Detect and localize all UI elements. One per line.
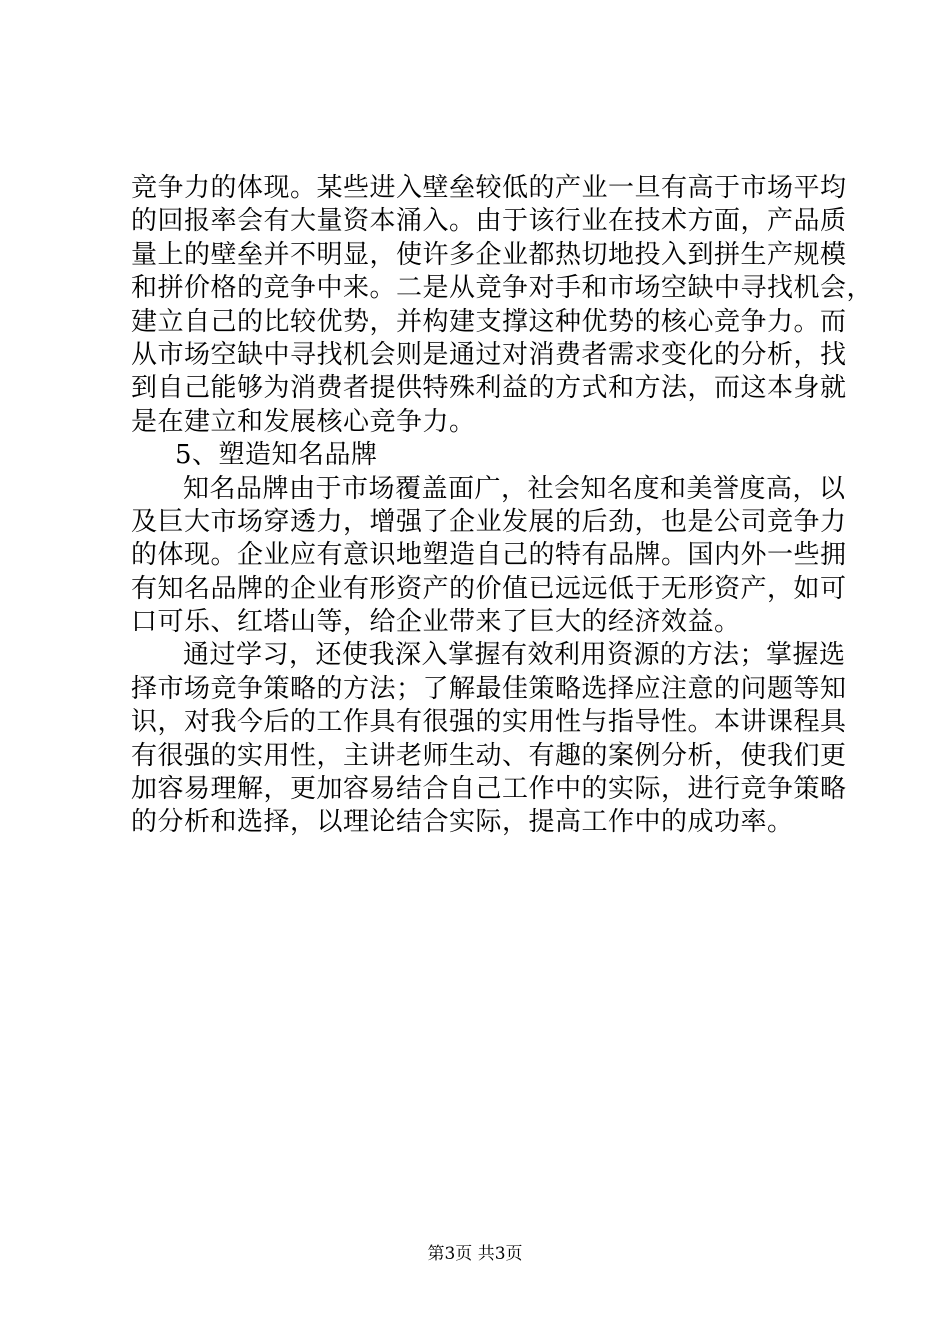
paragraph-line: 择市场竞争策略的方法；了解最佳策略选择应注意的问题等知	[131, 673, 847, 704]
paragraph-line: 到自己能够为消费者提供特殊利益的方式和方法，而这本身就	[131, 373, 847, 404]
paragraph-line: 竞争力的体现。某些进入壁垒较低的产业一旦有高于市场平均	[131, 173, 847, 203]
paragraph-line: 建立自己的比较优势，并构建支撑这种优势的核心竞争力。而	[131, 306, 847, 337]
paragraph-line: 有知名品牌的企业有形资产的价值已远远低于无形资产，如可	[131, 573, 847, 604]
paragraph-line: 通过学习，还使我深入掌握有效利用资源的方法；掌握选	[183, 640, 846, 671]
paragraph-line: 是在建立和发展核心竞争力。	[131, 406, 476, 437]
paragraph-line: 和拼价格的竞争中来。二是从竞争对手和市场空缺中寻找机会，	[131, 273, 874, 304]
paragraph-line: 口可乐、红塔山等，给企业带来了巨大的经济效益。	[131, 607, 741, 638]
paragraph-line: 的分析和选择，以理论结合实际，提高工作中的成功率。	[131, 807, 794, 838]
paragraph-line: 量上的壁垒并不明显，使许多企业都热切地投入到拼生产规模	[131, 239, 847, 270]
paragraph-line: 的回报率会有大量资本涌入。由于该行业在技术方面，产品质	[131, 206, 847, 237]
paragraph-line: 加容易理解，更加容易结合自己工作中的实际，进行竞争策略	[131, 774, 847, 805]
document-body	[131, 172, 874, 840]
paragraph-line: 有很强的实用性，主讲老师生动、有趣的案例分析，使我们更	[131, 740, 847, 771]
section-heading: 5、塑造知名品牌	[175, 440, 378, 471]
paragraph-line: 知名品牌由于市场覆盖面广，社会知名度和美誉度高，以	[183, 473, 846, 504]
paragraph-line: 及巨大市场穿透力，增强了企业发展的后劲，也是公司竞争力	[131, 506, 847, 537]
page-footer: 第3页 共3页	[427, 1244, 523, 1264]
paragraph-line: 识，对我今后的工作具有很强的实用性与指导性。本讲课程具	[131, 707, 847, 738]
paragraph-line: 的体现。企业应有意识地塑造自己的特有品牌。国内外一些拥	[131, 540, 847, 571]
paragraph-line: 从市场空缺中寻找机会则是通过对消费者需求变化的分析，找	[131, 339, 847, 370]
